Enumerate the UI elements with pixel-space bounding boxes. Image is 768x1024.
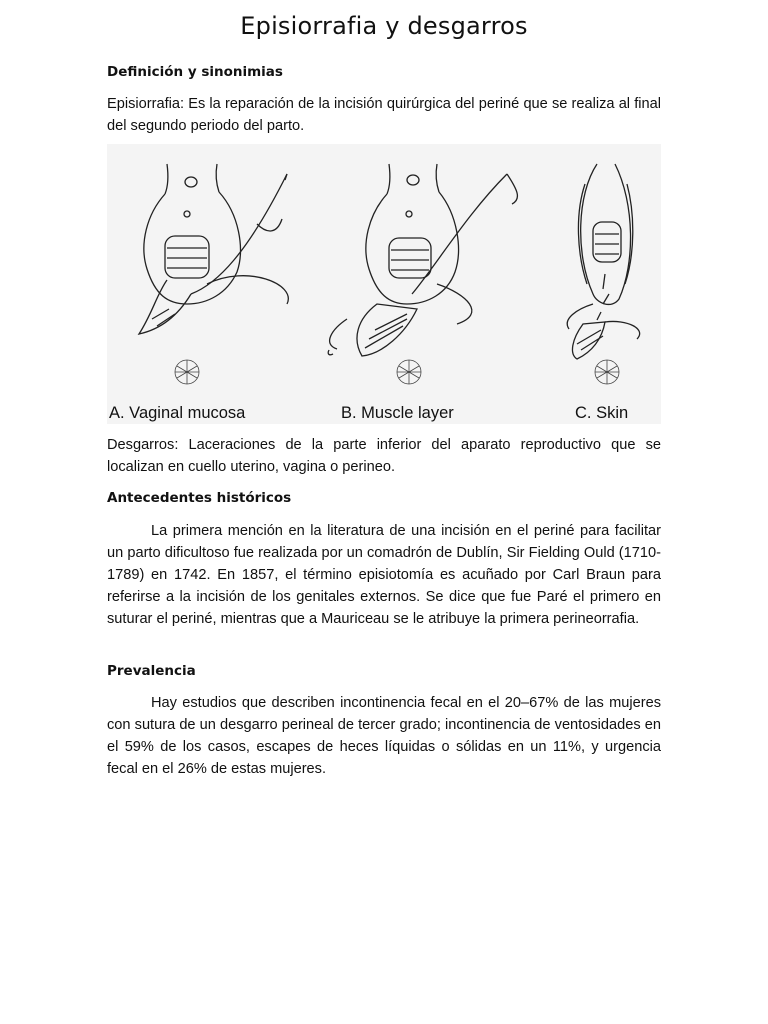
paragraph-desgarros: [107, 434, 661, 478]
paragraph-episiorrafia: [107, 93, 661, 137]
term-episiorrafia: Episiorrafia:: [107, 96, 185, 112]
episiorrhaphy-illustration: [107, 144, 661, 424]
definition-desgarros: Laceraciones de la parte inferior del aparato reproductivo que se localizan en cuello uterino, vagina o perineo.: [107, 437, 661, 475]
panel-b-anus: [397, 360, 421, 384]
figure-caption-b: B. Muscle layer: [341, 404, 454, 422]
page-title: Episiorrafia y desgarros: [240, 12, 528, 40]
figure-caption-c: C. Skin: [575, 404, 629, 422]
term-desgarros: Desgarros:: [107, 437, 179, 453]
panel-a-anus: [175, 360, 199, 384]
panel-c-anus: [595, 360, 619, 384]
section-heading-antecedentes: Antecedentes históricos: [107, 490, 292, 506]
section-heading-definicion: Definición y sinonimias: [107, 64, 283, 80]
paragraph-prevalencia: Hay estudios que describen incontinencia fecal en el 20–67% de las mujeres con sutura de un desgarro perineal de tercer grado; incontinencia de ventosidades en el 59% de los casos, escapes de heces líquidas o sólidas en un 11%, y urgencia fecal en el 26% de estas mujeres.: [107, 695, 661, 777]
figure-caption-a: A. Vaginal mucosa: [109, 404, 246, 422]
definition-episiorrafia: Es la reparación de la incisión quirúrgica del periné que se realiza al final del segundo periodo del parto.: [107, 96, 661, 134]
section-heading-prevalencia: Prevalencia: [107, 663, 196, 679]
paragraph-antecedentes: La primera mención en la literatura de una incisión en el periné para facilitar un parto dificultoso fue realizada por un comadrón de Dublín, Sir Fielding Ould (1710-1789) en 1742. En 1857, el término episiotomía es acuñado por Carl Braun para referirse a la incisión de los genitales externos. Se dice que fue Paré el primero en suturar el periné, mientras que a Mauriceau se le atribuye la primera perineorrafia.: [107, 523, 661, 627]
episiorrhaphy-figure: [107, 144, 661, 424]
